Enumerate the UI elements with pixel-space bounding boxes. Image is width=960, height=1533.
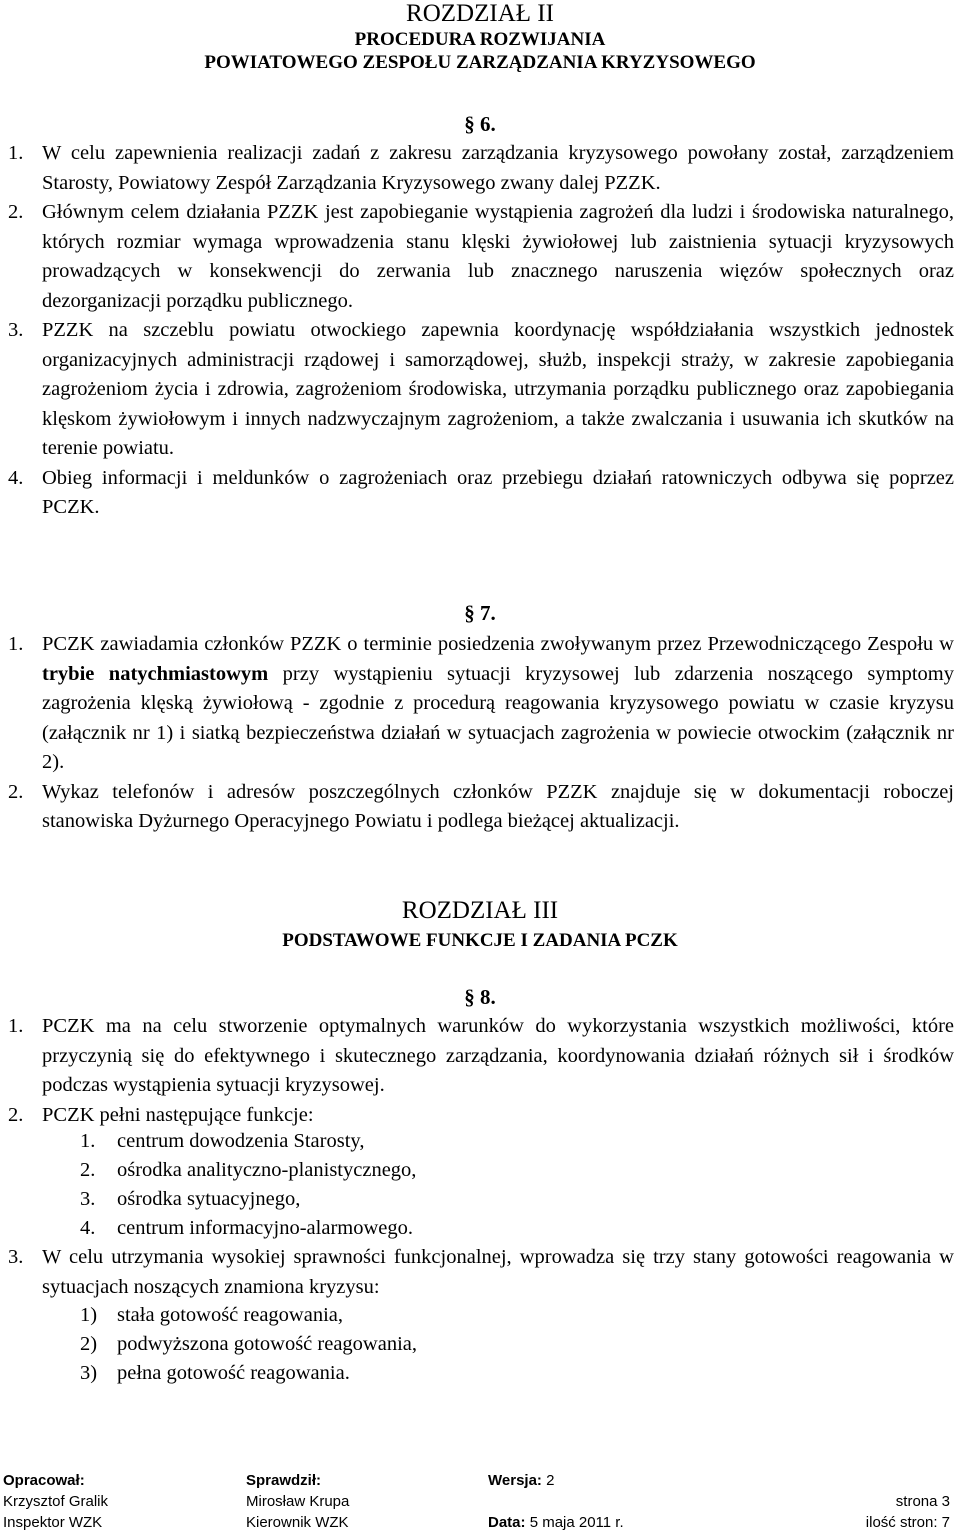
- item-text: W celu utrzymania wysokiej sprawności funkcjonalnej, wprowadza się trzy stany gotowości reagowania w sytuacjach noszących znamiona kryzysu:: [42, 1246, 954, 1298]
- item-number: 1.: [8, 142, 24, 164]
- section-8-mark: § 8.: [464, 985, 496, 1009]
- sublist-item: 3. ośrodka sytuacyjnego,: [80, 1188, 301, 1210]
- item-number: 1.: [8, 1015, 24, 1037]
- section-6-mark: § 6.: [464, 112, 496, 136]
- list-item: [0, 1012, 960, 1101]
- item-text: PZZK na szczeblu powiatu otwockiego zapewnia koordynację współdziałania wszystkich jednostek organizacyjnych administracji rządowej i samorządowej, służb, inspekcji straży, w zakresie zapobiegania zagrożeniom życia i zdrowia, zagrożeniom środowiska, utrzymania porządku publicznego oraz zapobiegania klęskom żywiołowym i innych nadzwyczajnym zagrożeniom, a także zwalczania i usuwania ich skutków na terenie powiatu.: [42, 319, 954, 459]
- sublist-item: 2. ośrodka analityczno-planistycznego,: [80, 1159, 417, 1181]
- item-number: 2.: [8, 1103, 24, 1126]
- chapter-subtitle-line-1: PROCEDURA ROZWIJANIA: [354, 29, 606, 50]
- item-text: Obieg informacji i meldunków o zagrożeniach oraz przebiegu działań ratowniczych odbywa się poprzez PCZK.: [42, 466, 954, 518]
- prepared-label: Opracował:: [3, 1472, 85, 1489]
- sublist-item: 2) podwyższona gotowość reagowania,: [80, 1333, 418, 1355]
- sublist-item: 1) stała gotowość reagowania,: [80, 1304, 343, 1326]
- checked-label: Sprawdził:: [246, 1472, 322, 1489]
- list-item: [0, 630, 960, 778]
- item-number: 1.: [8, 633, 24, 655]
- item-number: 4.: [8, 466, 24, 489]
- page-number: strona 3: [895, 1493, 950, 1510]
- list-item: [0, 778, 960, 837]
- readiness-sublist: [0, 1301, 960, 1388]
- chapter-2-header: [0, 0, 960, 74]
- list-item: [0, 464, 960, 523]
- sublist-item: 1. centrum dowodzenia Starosty,: [80, 1130, 365, 1152]
- item-text: PCZK pełni następujące funkcje:: [42, 1103, 314, 1126]
- item-number: 3.: [8, 1246, 24, 1268]
- chapter-title: ROZDZIAŁ III: [401, 897, 559, 924]
- functions-sublist: [0, 1127, 960, 1243]
- chapter-3-header: [0, 897, 960, 952]
- sublist-item: 3) pełna gotowość reagowania.: [80, 1362, 350, 1384]
- item-number: 2.: [8, 201, 24, 223]
- item-text: Wykaz telefonów i adresów poszczególnych członków PZZK znajduje się w dokumentacji roboczej stanowiska Dyżurnego Operacyjnego Powiatu i podlega bieżącej aktualizacji.: [42, 780, 954, 832]
- sublist-item: 4. centrum informacyjno-alarmowego.: [80, 1217, 413, 1239]
- list-item: [0, 1101, 960, 1131]
- list-item: [0, 198, 960, 316]
- item-text: Głównym celem działania PZZK jest zapobieganie wystąpienia zagrożeń dla ludzi i środowiska naturalnego, których rozmiar wymaga wprowadzenia stanu klęski żywiołowej lub zaistnienia sytuacji kryzysowych prowadzących w konsekwencji do zerwania lub znacznego naruszenia więzów społecznych oraz dezorganizacji porządku publicznego.: [42, 201, 954, 312]
- version-field: Wersja: 2: [488, 1472, 555, 1489]
- item-text: PCZK ma na celu stworzenie optymalnych warunków do wykorzystania wszystkich możliwości, które przyczynią się do efektywnego i skutecznego zarządzania, koordynowania działań różnych sił i środków podczas wystąpienia sytuacji kryzysowej.: [42, 1015, 954, 1096]
- list-item: [0, 139, 960, 198]
- list-item: [0, 1243, 960, 1302]
- footer-row: [0, 1491, 960, 1512]
- item-text: PCZK zawiadamia członków PZZK o terminie posiedzenia zwoływanym przez Przewodniczącego Zespołu w trybie natychmiastowym przy wystąpieniu sytuacji kryzysowej lub zdarzenia noszącego symptomy zagrożenia klęską żywiołową - zgodnie z procedurą reagowania kryzysowego powiatu w czasie kryzysu (załącznik nr 1) i siatką bezpieczeństwa działań w sytuacjach zagrożenia w powiecie otwockim (załącznik nr 2).: [42, 633, 954, 773]
- chapter-title: ROZDZIAŁ II: [406, 0, 554, 27]
- item-number: 3.: [8, 319, 24, 341]
- section-8-list: [0, 1012, 960, 1130]
- chapter-subtitle: PODSTAWOWE FUNKCJE I ZADANIA PCZK: [282, 930, 678, 951]
- list-item: [0, 316, 960, 464]
- item-number: 2.: [8, 780, 24, 803]
- document-footer: [0, 1470, 960, 1533]
- emphasis-text: trybie natychmiastowym: [42, 662, 269, 685]
- chapter-subtitle-line-2: POWIATOWEGO ZESPOŁU ZARZĄDZANIA KRYZYSOWEGO: [204, 52, 756, 73]
- date-field: Data: 5 maja 2011 r.: [488, 1514, 624, 1531]
- section-8-item-3: [0, 1243, 960, 1302]
- checked-role: Kierownik WZK: [246, 1514, 349, 1531]
- checked-name: Mirosław Krupa: [246, 1493, 350, 1510]
- item-text: W celu zapewnienia realizacji zadań z zakresu zarządzania kryzysowego powołany został, zarządzeniem Starosty, Powiatowy Zespół Zarządzania Kryzysowego zwany dalej PZZK.: [42, 142, 954, 194]
- section-6-list: [0, 139, 960, 523]
- page-count: ilość stron: 7: [865, 1514, 950, 1531]
- prepared-role: Inspektor WZK: [3, 1514, 103, 1531]
- footer-row: [0, 1512, 960, 1533]
- section-7-list: [0, 630, 960, 837]
- prepared-name: Krzysztof Gralik: [3, 1493, 109, 1510]
- footer-row: [0, 1470, 960, 1491]
- section-7-mark: § 7.: [464, 601, 496, 625]
